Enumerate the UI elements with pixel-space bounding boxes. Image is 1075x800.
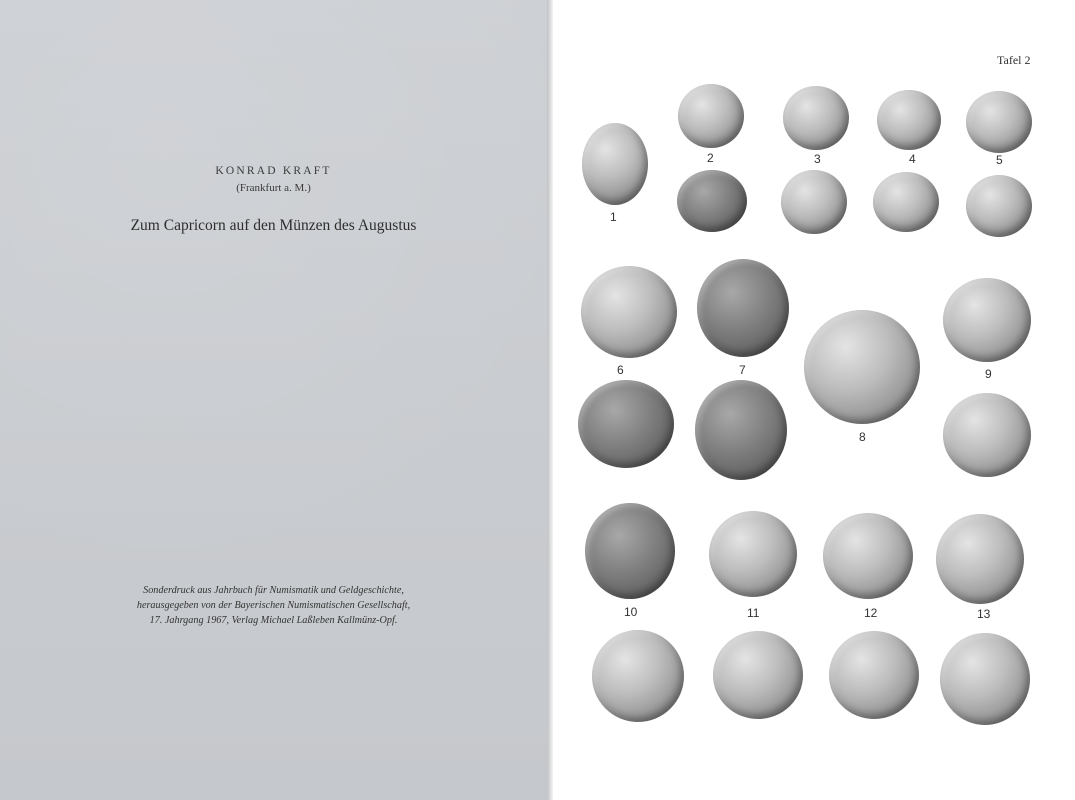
coin-number: 6 <box>617 363 624 377</box>
coin-image <box>677 170 747 232</box>
coin-image <box>582 123 648 205</box>
coin-number: 10 <box>624 605 638 619</box>
coin-number: 1 <box>610 210 617 224</box>
coin-image <box>697 259 789 357</box>
coin-number: 2 <box>707 151 714 165</box>
coin-number: 7 <box>739 363 746 377</box>
coin-image <box>585 503 675 599</box>
coin-image <box>936 514 1024 604</box>
coin-image <box>943 278 1031 362</box>
coin-image <box>966 175 1032 237</box>
coin-image <box>713 631 803 719</box>
coin-number: 4 <box>909 152 916 166</box>
author-affiliation: (Frankfurt a. M.) <box>236 182 311 194</box>
coin-image <box>783 86 849 150</box>
imprint <box>0 583 547 628</box>
coin-image <box>592 630 684 722</box>
coin-image <box>877 90 941 150</box>
coin-number: 13 <box>977 607 991 621</box>
plate-label: Tafel 2 <box>997 53 1031 67</box>
coin-number: 5 <box>996 153 1003 167</box>
coin-image <box>578 380 674 468</box>
coin-image <box>966 91 1032 153</box>
coin-image <box>823 513 913 599</box>
imprint-line: Sonderdruck aus Jahrbuch für Numismatik und Geldgeschichte, <box>143 585 404 596</box>
coin-image <box>581 266 677 358</box>
coin-image <box>829 631 919 719</box>
imprint-line: 17. Jahrgang 1967, Verlag Michael Laßleben Kallmünz-Opf. <box>149 615 398 626</box>
coin-number: 12 <box>864 606 878 620</box>
author-name: KONRAD KRAFT <box>215 165 332 177</box>
coin-image <box>781 170 847 234</box>
coin-number: 3 <box>814 152 821 166</box>
imprint-line: herausgegeben von der Bayerischen Numismatischen Gesellschaft, <box>136 600 411 611</box>
coin-image <box>940 633 1030 725</box>
coin-image <box>873 172 939 232</box>
coin-image <box>695 380 787 480</box>
article-title: Zum Capricorn auf den Münzen des Augustus <box>130 217 417 234</box>
coin-image <box>804 310 920 424</box>
coin-number: 9 <box>985 367 992 381</box>
coin-number: 11 <box>747 606 760 620</box>
coin-image <box>678 84 744 148</box>
coin-number: 8 <box>859 430 866 444</box>
coin-image <box>943 393 1031 477</box>
coin-image <box>709 511 797 597</box>
